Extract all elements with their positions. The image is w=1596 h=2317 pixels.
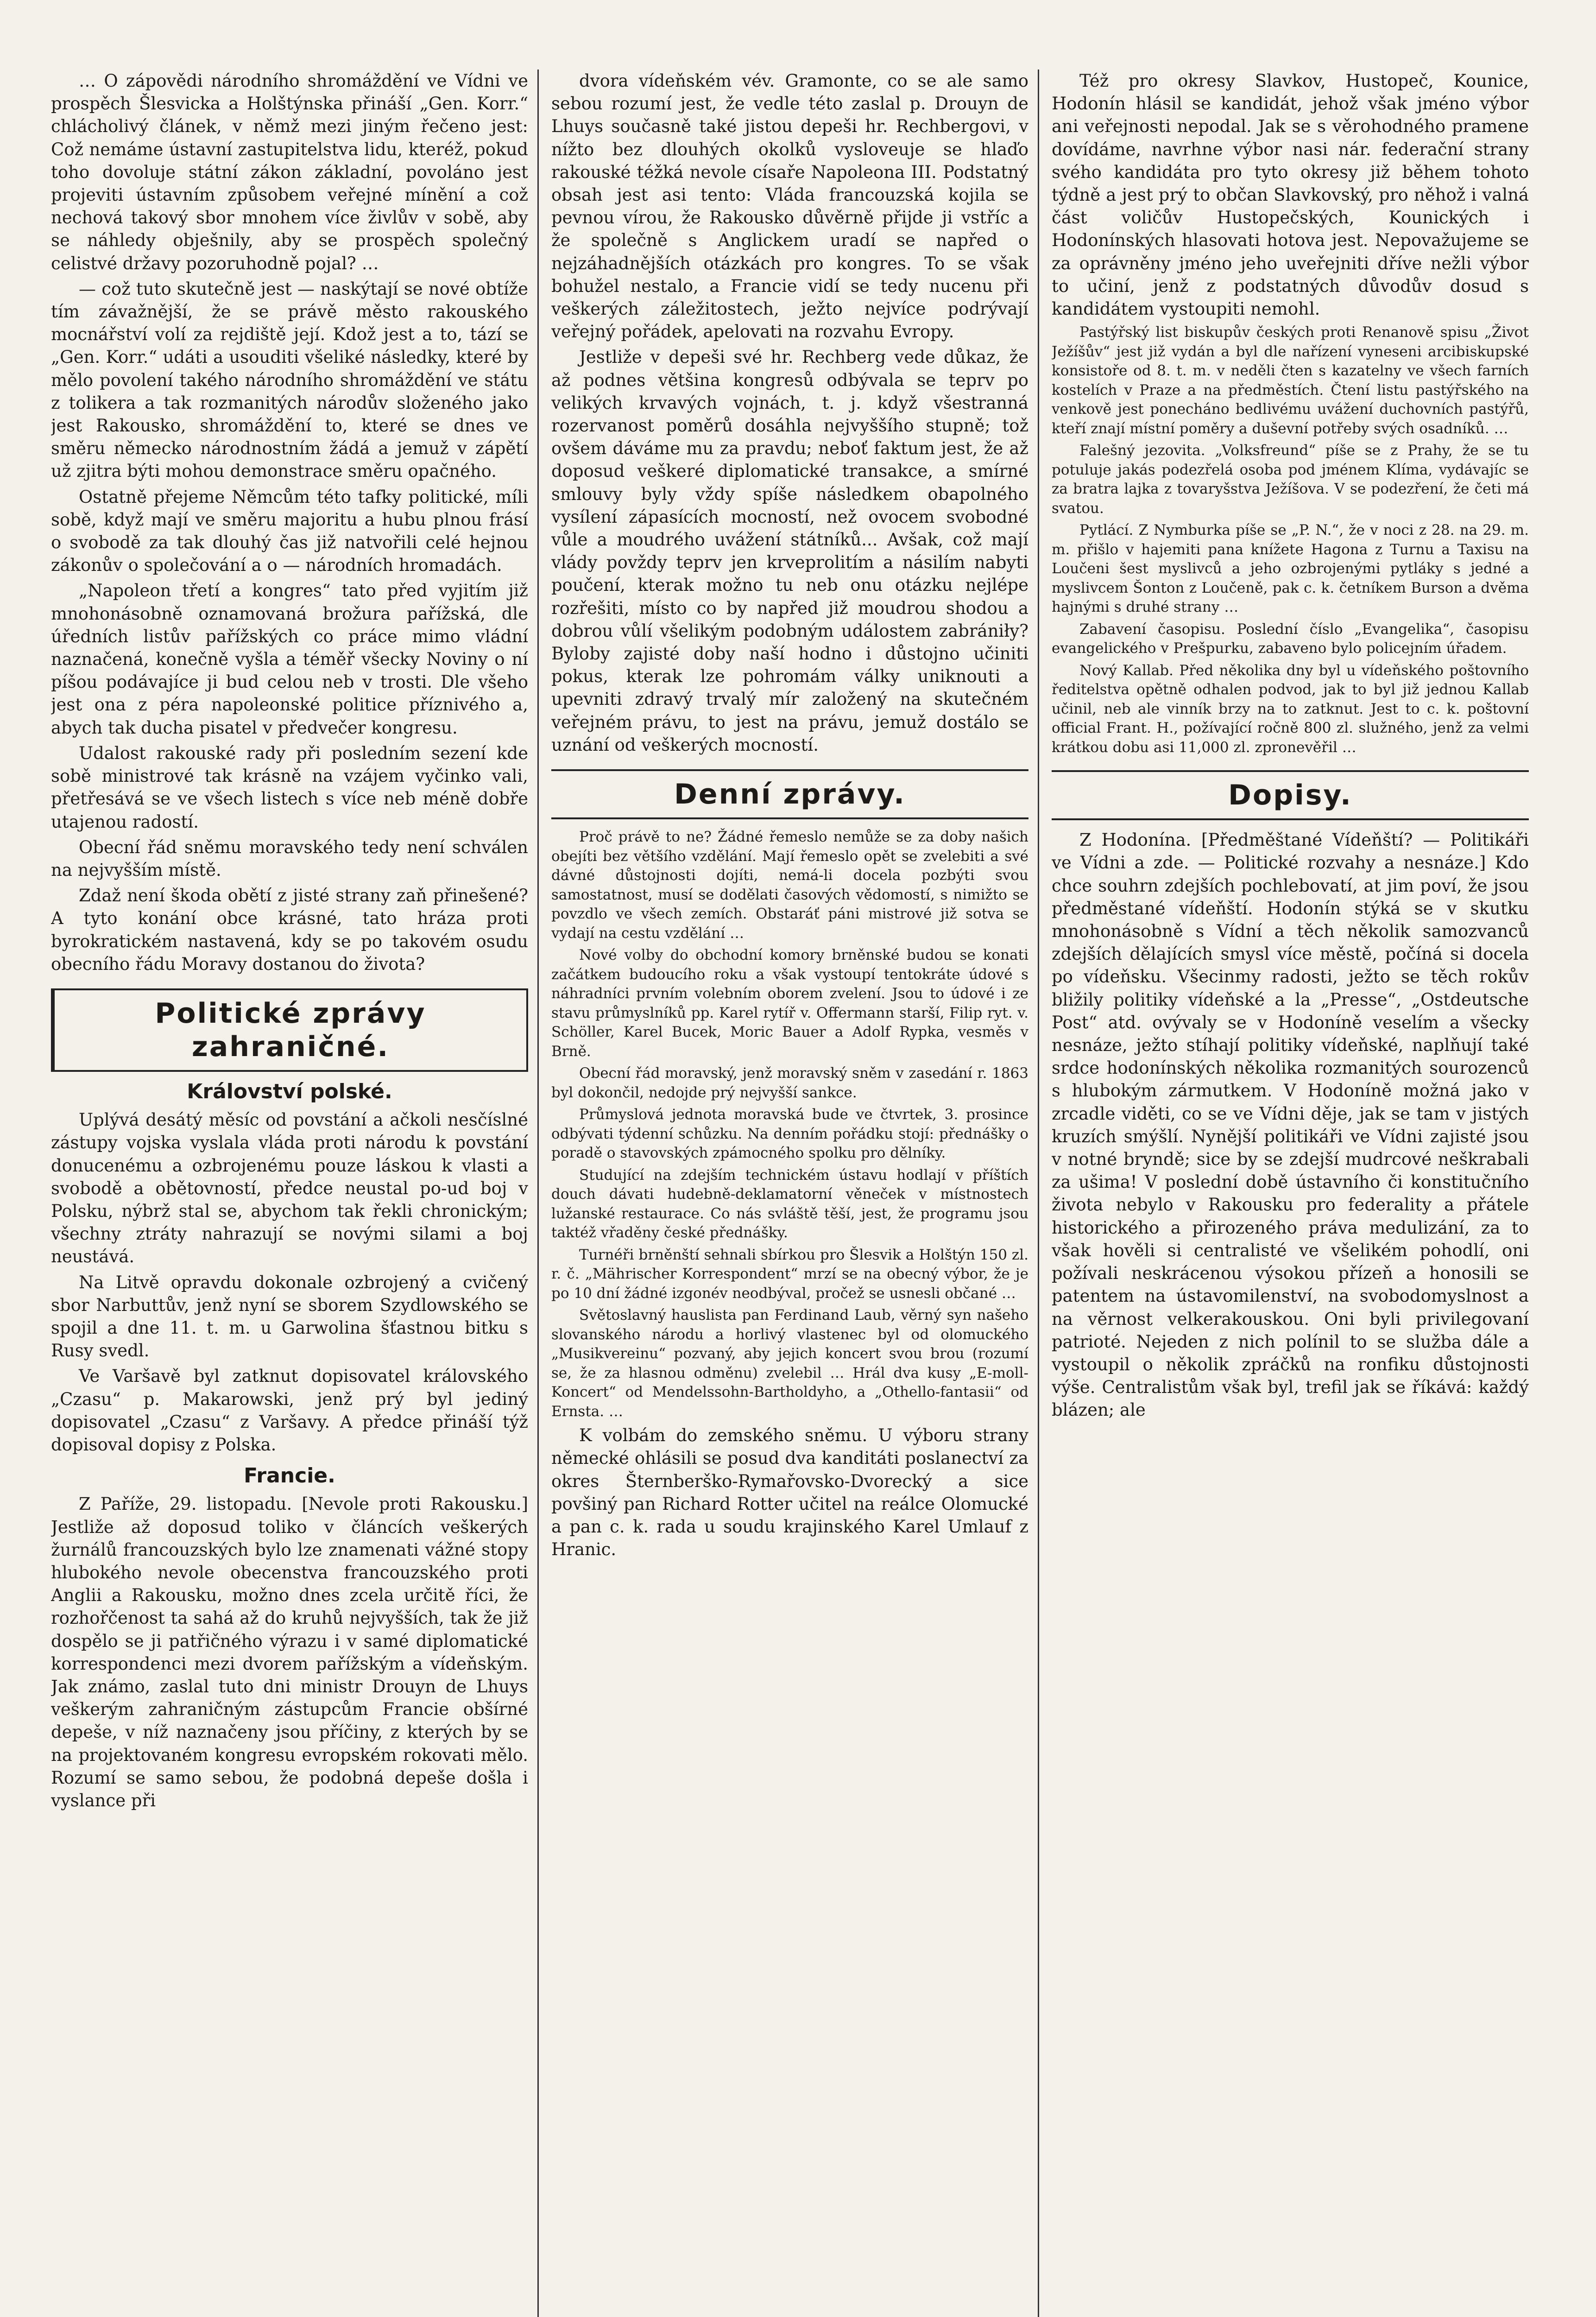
news-item: Turnéři brněnští sehnali sbírkou pro Šlesvik a Holštýn 150 zl. r. č. „Mährischer Korrespondent“ mrzí se na obecný výbor, že je po 10 dní žádné izgonév neodbýval, pročež se usnesli občané …: [551, 1246, 1028, 1302]
column-divider: [537, 70, 539, 2317]
article-paragraph: … O zápovědi národního shromáždění ve Vídni ve prospěch Šlesvicka a Holštýnska přináší „Gen. Korr.“ chlácholivý článek, v němž mezi jiným řečeno jest: Což nemáme ústavní zastupitelstva lidu, kteréž, pokud toho dovoluje státní zákon základní, povoláno jest projeviti ústavním způsobem veřejné mínění a což nechová takový sbor mnohem více živlův v sobě, aby se náhledy obješnily, aby se prospěch společný celistvé državy pozoruhodně pojal? …: [51, 71, 528, 273]
column-3: [1052, 70, 1529, 2317]
news-item: Zabavení časopisu. Poslední číslo „Evangelika“, časopisu evangelického v Prešpurku, zabaveno bylo policejním úřadem.: [1052, 620, 1529, 657]
news-item: Obecní řád moravský, jenž moravský sněm v zasedání r. 1863 byl dokončil, nedojde prý nejvyšší sankce.: [551, 1065, 1028, 1101]
news-item: Proč právě to ne? Žádné řemeslo nemůže se za doby našich obejíti bez většího vzdělání. Mají řemeslo opět se zvelebiti a své dávné důstojnosti dojíti, nemá-li docela pozbýti svou samostatnost, musí se dodělati časových vědomostí, s nimižto se povzdlo ve všech zemích. Obstaráť páni mistrové již sotva se vydají na cestu vzdělání …: [551, 829, 1028, 942]
article-paragraph: Uplývá desátý měsíc od povstání a ačkoli nesčíslné zástupy vojska vyslala vláda proti národu k povstání donucenému a ozbrojenému pouze láskou k vlasti a svobodě a obětovností, předce neustal po-ud boj v Polsku, nýbrž stal se, abychom tak řekli chronickým; všechny ztráty nahrazují se novými silami a boj neustává.: [51, 1110, 528, 1267]
subheading-france: Francie.: [244, 1464, 335, 1488]
article-paragraph: Z Hodonína. [Předměštané Vídeňští? — Politikáři ve Vídni a zde. — Politické rozvahy a nesnáze.] Kdo chce souhrn zdejších pochlebovatí, at jim poví, že jsou předměstané vídeňští. Hodonín stýká se v skutku mnohonásobně s Vídní a těch několik samozvanců zdejších dělajících smysl více městě, počíná si docela po vídeňsku. Všecinmy radosti, ježto se těch rokův bližily politiky vídeňské a la „Presse“, „Ostdeutsche Post“ atd. ovývaly se v Hodoníně veselím a všecky nesnáze, ježto stíhají politiky vídeňské, naplňují také srdce hodonínských několika rozmanitých sourozenců s hlubokým zármutkem. V Hodoníně možná jako v zrcadle viděti, co se ve Vídni děje, jak se tam v jistých kruzích smýšlí. Nynější politikáři ve Vídni zajisté jsou v notné bryndě; sice by se zdejší mudrcové neškrabali za ušima! V poslední době ústavního či konstitučního života nebylo v Rakousku pro federality a přátele historického a přirozeného práva medulizání, za to však hověli si centralisté ve všelikém pohodlí, oni požívali neskrácenou výsokou přízeň a honosili se patentem na ústavomilenství, na svobodomyslnost a na věrnost velkerakouskou. Oni byli privilegovaní patrioté. Nejeden z nich polínil to se služba dále a vystoupil o několik zpráčků na ronfiku důstojnosti výše. Centralistům však byl, trefil jak se říkává: každý blázen; ale: [1052, 830, 1529, 1420]
article-paragraph: Ve Varšavě byl zatknut dopisovatel královského „Czasu“ p. Makarowski, jenž prý byl jediný dopisovatel „Czasu“ z Varšavy. A předce přináší týž dopisoval dopisy z Polska.: [51, 1366, 528, 1455]
news-item: Studující na zdejším technickém ústavu hodlají v příštích douch dávati hudebně-deklamatorní věneček v místnostech lužanské restaurace. Co nás svláště těší, jest, že programu jsou taktéž vřaděny české přednášky.: [551, 1166, 1028, 1241]
article-paragraph: Na Litvě opravdu dokonale ozbrojený a cvičený sbor Narbuttův, jenž nyní se sborem Szydlowského se spojil a dne 11. t. m. u Garwolina šťastnou bitku s Rusy svedl.: [51, 1272, 528, 1361]
subheading-poland: Království polské.: [187, 1079, 392, 1103]
section-heading-daily-news: Denní zprávy.: [551, 769, 1028, 819]
column-1: [51, 70, 528, 2317]
article-paragraph: Jestliže v depeši své hr. Rechberg vede důkaz, že až podnes většina kongresů odbývala se teprv po velikých krvavých vojnách, t. j. když všestranná rozervanost poměrů dosáhla nejvyššího stupně; tož ovšem dáváme mu za pravdu; neboť faktum jest, že až doposud veškeré diplomatické transakce, a smírné smlouvy byly vždy spíše následkem obapolného vysílení zápasících mocností, než ovocem svobodné vůle a moudrého uvážení státníků... Avšak, což mají vlády povždy teprv jen krveprolitím a násilím nabyti poučení, kterak možno tu neb onu otázku nejlépe rozřešiti, místo co by napřed již moudrou shodou a dobrou vůlí všelikým podobným událostem zabrániły? Byloby zajisté doby naší hodno i důstojno učiniti pokus, kterak lze pohromám války uniknouti a upevniti zdravý trvalý mír založený na skutečném veřejném právu, to jest na právu, jemuž dostálo se uznání od veškerých mocností.: [551, 347, 1028, 755]
news-item: Pytlácí. Z Nymburka píše se „P. N.“, že v noci z 28. na 29. m. m. přišlo v hajemiti pana knížete Hagona z Turnu a Taxisu na Loučeni šest myslivců a jeho ozbrojenými pytláky s jedné a myslivcem Šonton z Loučeně, pak c. k. četníkem Burson a dvěma hajnými s druhé strany …: [1052, 522, 1529, 616]
news-item: Nové volby do obchodní komory brněnské budou se konati začátkem budoucího roku a však vystoupí tentokráte údové s náhradníci prvním volebním oborem zvelení. Jsou to údové i ze stavu průmyslníků pp. Karel rytíř v. Offermann starší, Filip ryt. v. Schöller, Karel Bucek, Moric Bauer a Adolf Rypka, vesměs v Brně.: [551, 947, 1028, 1060]
column-divider: [1038, 70, 1039, 2317]
article-paragraph: — což tuto skutečně jest — naskýtají se nové obtíže tím závažnější, že se právě město rakouského mocnářství volí za rejdiště její. Kdož jest a to, tází se „Gen. Korr.“ udáti a usouditi všeliké následky, které by mělo povolení takého národního shromáždění ve státu z tolikera a tak rozmanitých národův složeného jako jest Rakousko, shromáždění to, které se dnes ve směru německo národnostním žádá a jemuž v zápětí už zjitra býti mohou demonstrace směru opačného.: [51, 279, 528, 481]
article-paragraph: Ostatně přejeme Němcům této tafky politické, míli sobě, když mají ve směru majoritu a hubu plnou frásí o svobodě za tak dlouhý čas již natvořili celé hejnou zákonův o společování a o — národních hromadách.: [51, 487, 528, 576]
news-item: Falešný jezovita. „Volksfreund“ píše se z Prahy, že se tu potuluje jakás podezřelá osoba pod jménem Klíma, vydávajíc se za bratra lajka z tovaryšstva Ježíšova. V se podezření, že četi má svatou.: [1052, 442, 1529, 517]
section-heading-foreign-news: Politické zprávy zahraničné.: [51, 988, 528, 1072]
article-paragraph: dvora vídeňském vév. Gramonte, co se ale samo sebou rozumí jest, že vedle této zaslal p. Drouyn de Lhuys současně také jistou depeši hr. Rechbergovi, v nížto bez dlouhých okolků vysloveuje se hlaďo rakouské téžká nevole císaře Napoleona III. Podstatný obsah jest asi tento: Vláda francouzská kojila se pevnou vírou, že Rakousko důvěrně přijde ji vstříc a že společně s Anglickem uradí se napřed o nejzáhadnějších otázkách pro kongres. To se však bohužel nestalo, a Francie vidí se tedy nucenu při veškerých záležitostech, ježto nejvíce podrývají veřejný pořádek, apelovati na rozvahu Evropy.: [551, 71, 1028, 342]
news-item: Světoslavný hauslista pan Ferdinand Laub, věrný syn našeho slovanského národu a horlivý vlastenec byl od olomuckého „Musikvereinu“ pozvaný, aby jejich koncert svou brou (rozumí se, že za hlasnou odměnu) zvelebil … Hrál dva kusy „E-moll-Koncert“ od Mendelssohn-Bartholdyho, a „Othello-fantasii“ od Ernsta. …: [551, 1307, 1028, 1420]
article-paragraph: Zdaž není škoda obětí z jisté strany zaň přinešené? A tyto konání obce krásné, tato hráza proti byrokratickém nastavená, kdy se po takovém osudu obecního řádu Moravy dostanou do života?: [51, 886, 528, 974]
news-item: Nový Kallab. Před několika dny byl u vídeňského poštovního ředitelstva opětně odhalen podvod, jak to byl již jednou Kallab učinil, neb ale vinník brzy na to zatknut. Jest to c. k. poštovní official Frant. H., požívající ročně 800 zl. služného, jenž za velmi krátkou dobu asi 11,000 zl. zpronevěřil …: [1052, 662, 1529, 756]
column-2: [551, 70, 1028, 2317]
news-item: Pastýřský list biskupův českých proti Renanově spisu „Život Ježíšův“ jest již vydán a byl dle nařízení vyneseni arcibiskupské konsistoře od 8. t. m. v neděli čten s kazatelny ve všech farních kostelích v Praze a na předměstích. Čtení listu pastýřského na venkově jest ponecháno bedlivému uvážení duchovních pastýřů, kteří znají místní poměry a duševní potřeby svých osadníků. …: [1052, 324, 1529, 437]
article-paragraph: Udalost rakouské rady při posledním sezení kde sobě ministrové tak krásně na vzájem vyčinko vali, přetřesává se ve všech listech s více neb méně dobře utajenou radostí.: [51, 743, 528, 832]
section-heading-letters: Dopisy.: [1052, 770, 1529, 820]
article-paragraph: Z Paříže, 29. listopadu. [Nevole proti Rakousku.] Jestliže až doposud toliko v článcích veškerých žurnálů francouzských bylo lze znamenati vážné stopy hlubokého nevole obecenstva francouzského proti Anglii a Rakousku, možno dnes zcela určitě říci, že rozhořčenost ta sahá až do kruhů nejvyšších, tak že již dospělo se ji patřičného výrazu i v samé diplomatické korrespondenci mezi dvorem pařížským a vídeňským. Jak známo, zaslal tuto dni ministr Drouyn de Lhuys veškerým zahraničným zástupcům Francie obšírné depeše, v níž naznačeny jsou příčiny, z kterých by se na projektovaném kongresu evropském rokovati mělo. Rozumí se samo sebou, že podobná depeše došla i vyslance při: [51, 1494, 528, 1811]
news-item: K volbám do zemského sněmu. U výboru strany německé ohlásili se posud dva kanditáti poslanectví za okres Šternberško-Rymařovsko-Dvorecký a sice povšiný pan Richard Rotter učitel na reálce Olomucké a pan c. k. rada u soudu krajinského Karel Umlauf z Hranic.: [551, 1425, 1028, 1560]
article-paragraph: Obecní řád sněmu moravského tedy není schválen na nejvyšším místě.: [51, 837, 528, 880]
article-paragraph: Též pro okresy Slavkov, Hustopeč, Kounice, Hodonín hlásil se kandidát, jehož však jméno výbor ani veřejnosti nepodal. Jak se s věrohodného pramene dovídáme, navrhne výbor nasi nár. federační strany svého kandidáta pro tyto okresy již během tohoto týdně a jest prý to občan Slavkovský, pro něhož i valná část voličův Hustopečských, Kounických i Hodonínských hlasovati hotova jest. Nepovažujeme se za oprávněny jméno jeho uveřejniti dříve nežli výbor to učiní, jenž z podstatných důvodův dosud s kandidátem vystoupiti nemohl.: [1052, 71, 1529, 319]
news-item: Průmyslová jednota moravská bude ve čtvrtek, 3. prosince odbývati týdenní schůzku. Na denním pořádku stojí: přednášky o poradě o stavovských zpámocného spolku pro dělníky.: [551, 1106, 1028, 1162]
article-paragraph: „Napoleon třetí a kongres“ tato před vyjitím již mnohonásobně oznamovaná brožura pařížská, dle úředních listův pařížských co práce mimo vládní naznačená, konečně vyšla a téměř všecky Noviny o ní píšou podávajíce ji bud celou neb v trosti. Dle všeho jest ona z péra napoleonské politice příznivého a, abych tak ducha pisatel v předvečer kongresu.: [51, 581, 528, 738]
